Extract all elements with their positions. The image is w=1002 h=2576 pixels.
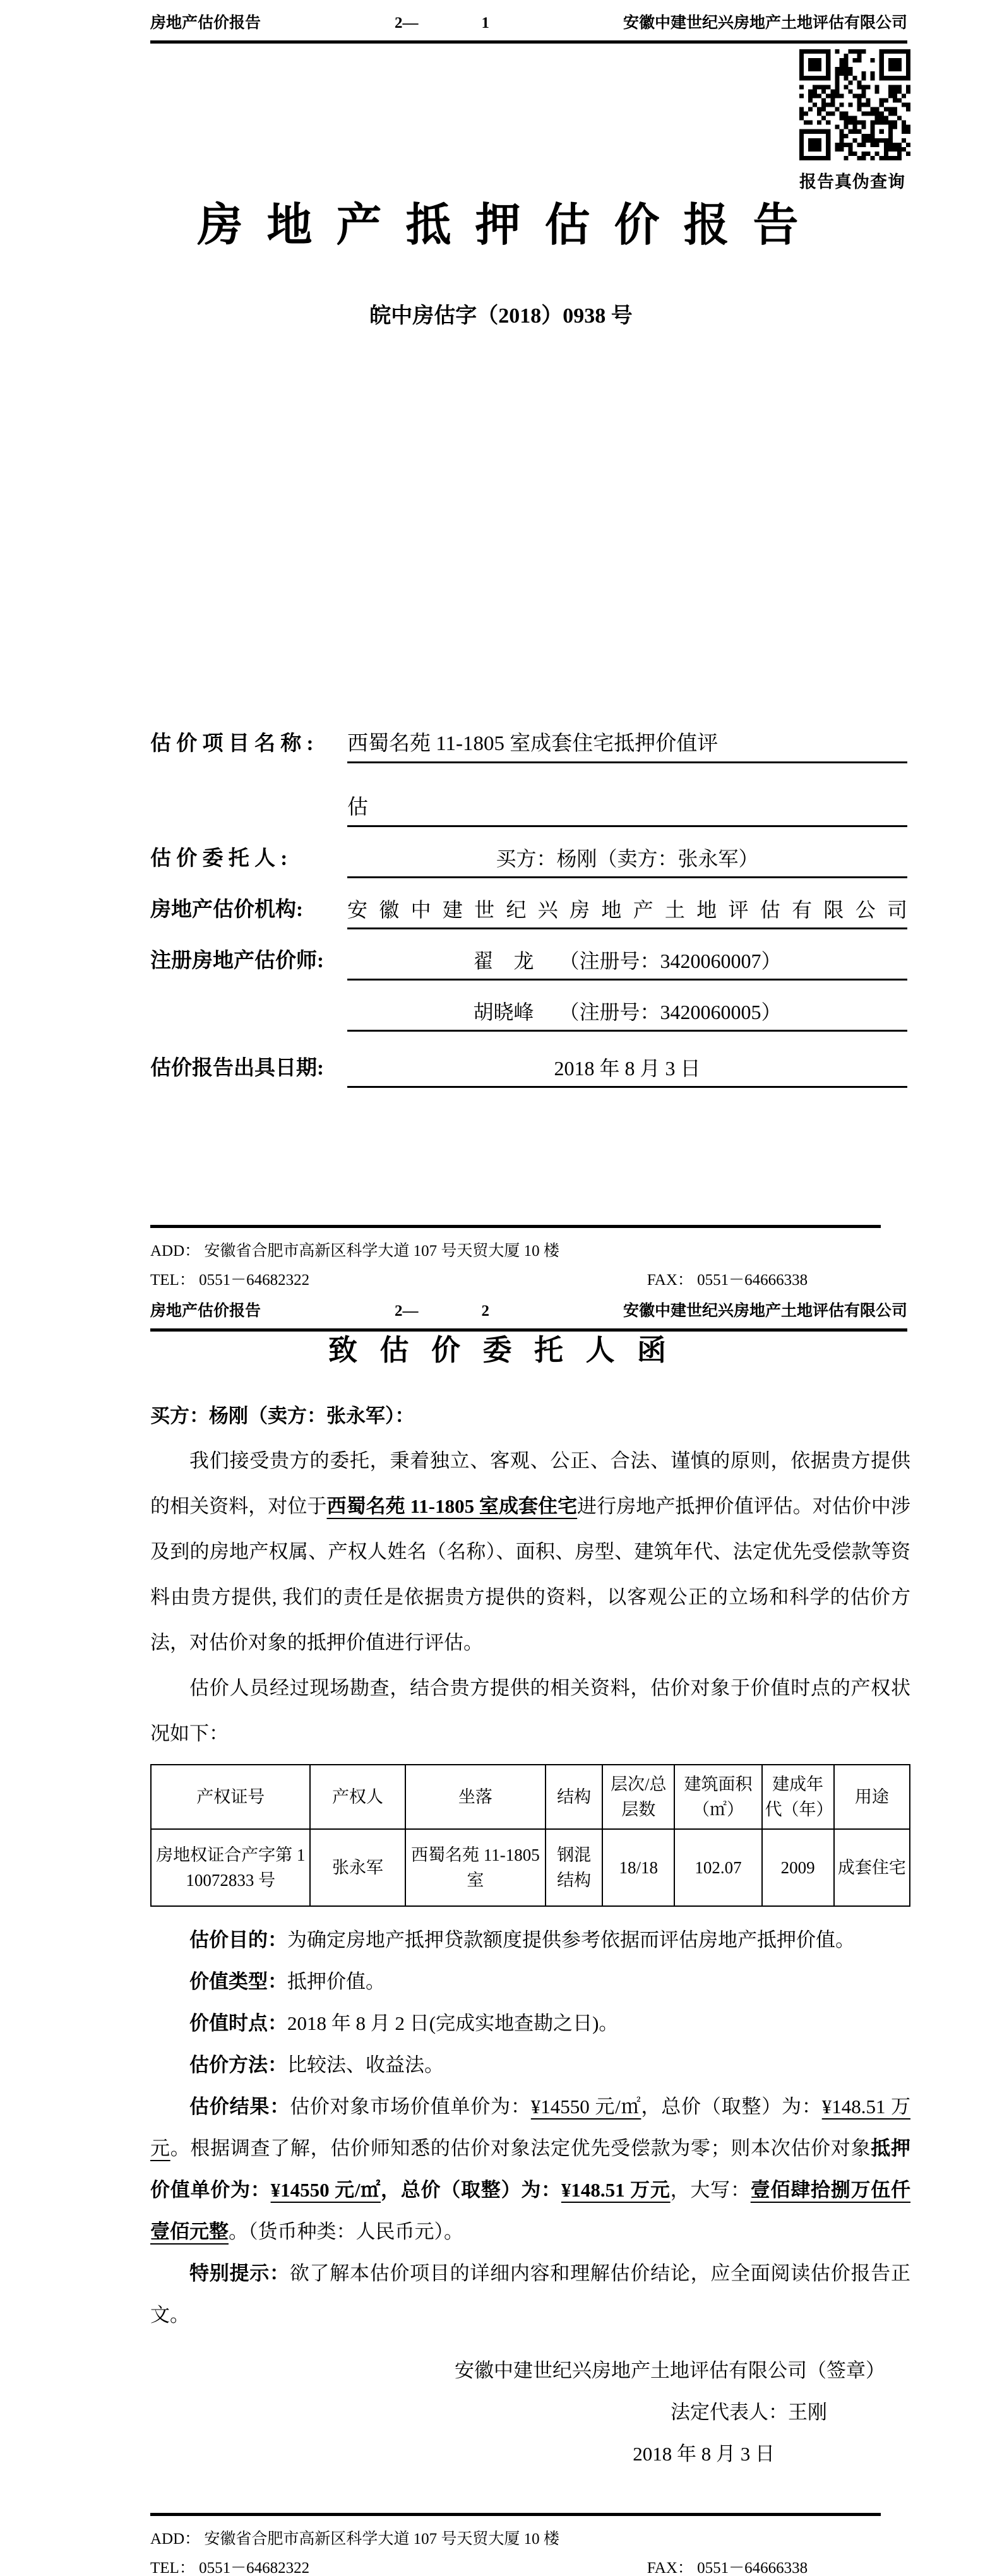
col-owner: 产权人 [310,1765,405,1829]
field-agency [150,892,907,929]
letter-page [0,1288,1002,2576]
col-year-built: 建成年代（年） [762,1765,834,1829]
result-mortgage-unit-price: ¥14550 元/㎡ [270,2179,381,2201]
result-text-d: 抵押价值单价为： [150,2137,910,2201]
page-header [150,10,907,44]
qr-caption: 报告真伪查询 [799,172,905,191]
field-appraiser-1 [150,943,907,981]
cell-floor: 18/18 [602,1829,674,1906]
col-certificate-no: 产权证号 [151,1765,310,1829]
footer-contacts [150,1267,881,1288]
cell-usage: 成套住宅 [834,1829,910,1906]
letter-body [150,1400,910,2475]
result-text-g: 。（货币种类：人民币元）。 [229,2221,463,2243]
field-appraiser2-value: 胡晓峰 （注册号：3420060005） [347,994,907,1032]
purpose-label: 估价目的： [189,1929,287,1951]
result-label: 估价结果： [189,2096,290,2118]
report-number: 皖中房估字（2018）0938 号 [369,304,633,328]
col-structure: 结构 [546,1765,602,1829]
cell-area: 102.07 [674,1829,761,1906]
result-text-c: 。根据调查了解，估价师知悉的估价对象法定优先受偿款为零；则本次估价对象 [170,2137,871,2159]
cover-fields [150,712,907,1088]
property-rights-table [150,1764,910,1907]
signature-company: 安徽中建世纪兴房地产土地评估有限公司（签章） [455,2359,885,2382]
result-unit-price: ¥14550 元/㎡ [530,2096,641,2118]
result-total-price: ¥148.51 万元 [150,2096,911,2159]
col-location: 坐落 [405,1765,546,1829]
notice-text: 欲了解本估价项目的详细内容和理解估价结论，应全面阅读估价报告正文。 [150,2262,911,2326]
footer-tel: TEL： 0551－64682322 [150,1272,310,1288]
field-project-label: 估 价 项 目 名 称 : [150,732,314,755]
para1-text-c: 进行房地产抵押价值评估。对估价中涉及到的房地产权属、产权人姓名（名称）、面积、房型、建筑年代、法定优先受偿款等资料由贵方提供, 我们的责任是依据贵方提供的资料，以客观公正的立场和科学的估价方法，对估价对象的抵押价值进行评估。 [150,1495,910,1654]
cell-year-built: 2009 [762,1829,834,1906]
footer-fax: FAX： 0551－64666338 [647,1272,808,1288]
field-date-value: 2018 年 8 月 3 日 [347,1051,907,1088]
header-page-number: 1 [481,15,489,32]
field-project-name [150,726,907,827]
para1-property-name: 西蜀名苑 11-1805 室成套住宅 [326,1495,578,1517]
special-notice [150,2253,910,2336]
header-company: 安徽中建世纪兴房地产土地评估有限公司 [623,15,907,32]
appraisal-result [150,2086,910,2253]
header-marker: 2— [395,1303,419,1320]
appraisal-method [150,2044,910,2086]
result-mortgage-total-price: ¥148.51 万元 [561,2179,671,2201]
table-header-row [151,1765,910,1829]
cell-location: 西蜀名苑 11-1805 室 [405,1829,546,1906]
header-marker: 2— [395,15,419,32]
header-page-marker [261,15,623,32]
report-title: 房 地 产 抵 押 估 价 报 告 [197,200,805,251]
field-project-value-line1: 西蜀名苑 11-1805 室成套住宅抵押价值评 [347,726,907,763]
header-doc-type: 房地产估价报告 [150,15,261,32]
field-agency-value: 安徽中建世纪兴房地产土地评估有限公司 [347,892,907,929]
cell-certificate-no: 房地权证合产字第 110072833 号 [151,1829,310,1906]
footer-address: ADD： 安徽省合肥市高新区科学大道 107 号天贸大厦 10 楼 [150,2531,559,2548]
qr-block [799,49,910,193]
footer-fax: FAX： 0551－64666338 [647,2560,808,2576]
qr-code-image [799,49,910,160]
value-date-label: 价值时点： [189,2012,287,2034]
field-project-value [347,726,907,827]
field-agency-label: 房地产估价机构: [150,898,303,921]
notice-label: 特别提示： [189,2262,290,2284]
header-page-marker [261,1303,623,1320]
header-doc-type: 房地产估价报告 [150,1303,261,1320]
field-appraiser1-value: 翟 龙 （注册号：3420060007） [347,943,907,981]
header-company: 安徽中建世纪兴房地产土地评估有限公司 [623,1303,907,1320]
col-area: 建筑面积（㎡） [674,1765,761,1829]
value-type [150,1961,910,2003]
field-client-value: 买方：杨刚（卖方：张永军） [347,841,907,878]
paragraph-2: 估价人员经过现场勘查，结合贵方提供的相关资料，估价对象于价值时点的产权状况如下： [150,1677,910,1744]
letter-title: 致 估 价 委 托 人 函 [328,1334,674,1366]
value-date [150,2003,910,2044]
result-text-e: ，总价（取整）为： [381,2179,561,2201]
field-client-label: 估 价 委 托 人 : [150,847,288,870]
value-type-text: 抵押价值。 [287,1971,385,1993]
header-page-number: 2 [481,1303,489,1320]
appraisal-purpose [150,1919,910,1961]
footer-contacts [150,2555,881,2576]
purpose-text: 为确定房地产抵押贷款额度提供参考依据而评估房地产抵押价值。 [287,1929,855,1951]
result-amount-in-words: 壹佰肆拾捌万伍仟壹佰元整 [150,2179,911,2243]
field-date-label: 估价报告出具日期: [150,1057,324,1080]
field-appraiser2-spacer [150,994,347,1032]
signature-date: 2018 年 8 月 3 日 [633,2443,775,2465]
method-text: 比较法、收益法。 [287,2054,444,2076]
field-client [150,841,907,878]
col-floor: 层次/总层数 [602,1765,674,1829]
page-footer [150,1225,881,1288]
table-row [151,1829,910,1906]
field-appraiser-2 [150,994,907,1032]
field-appraiser-label: 注册房地产估价师: [150,950,324,972]
col-usage: 用途 [834,1765,910,1829]
signature-block [150,2350,910,2475]
paragraph-1 [150,1438,910,1666]
value-type-label: 价值类型： [189,1971,287,1993]
footer-tel: TEL： 0551－64682322 [150,2560,310,2576]
field-issue-date [150,1051,907,1088]
footer-address: ADD： 安徽省合肥市高新区科学大道 107 号天贸大厦 10 楼 [150,1243,559,1260]
page-footer [150,2513,881,2576]
method-label: 估价方法： [189,2054,287,2076]
result-text-b: ，总价（取整）为： [641,2096,822,2118]
signature-representative: 法定代表人：王刚 [671,2401,827,2423]
salutation: 买方：杨刚（卖方：张永军）： [150,1405,415,1427]
field-project-value-line2: 估 [347,790,907,827]
cell-owner: 张永军 [310,1829,405,1906]
value-date-text: 2018 年 8 月 2 日(完成实地查勘之日)。 [287,2012,619,2034]
result-text-a: 估价对象市场价值单价为： [290,2096,531,2118]
cell-structure: 钢混结构 [546,1829,602,1906]
para1-text-a: 我们接受贵方的委托，秉着独立、客观、公正、合法、谨慎的原则，依据贵方提供的相关资料，对位于 [150,1450,910,1517]
result-text-f: ，大写： [670,2179,751,2201]
